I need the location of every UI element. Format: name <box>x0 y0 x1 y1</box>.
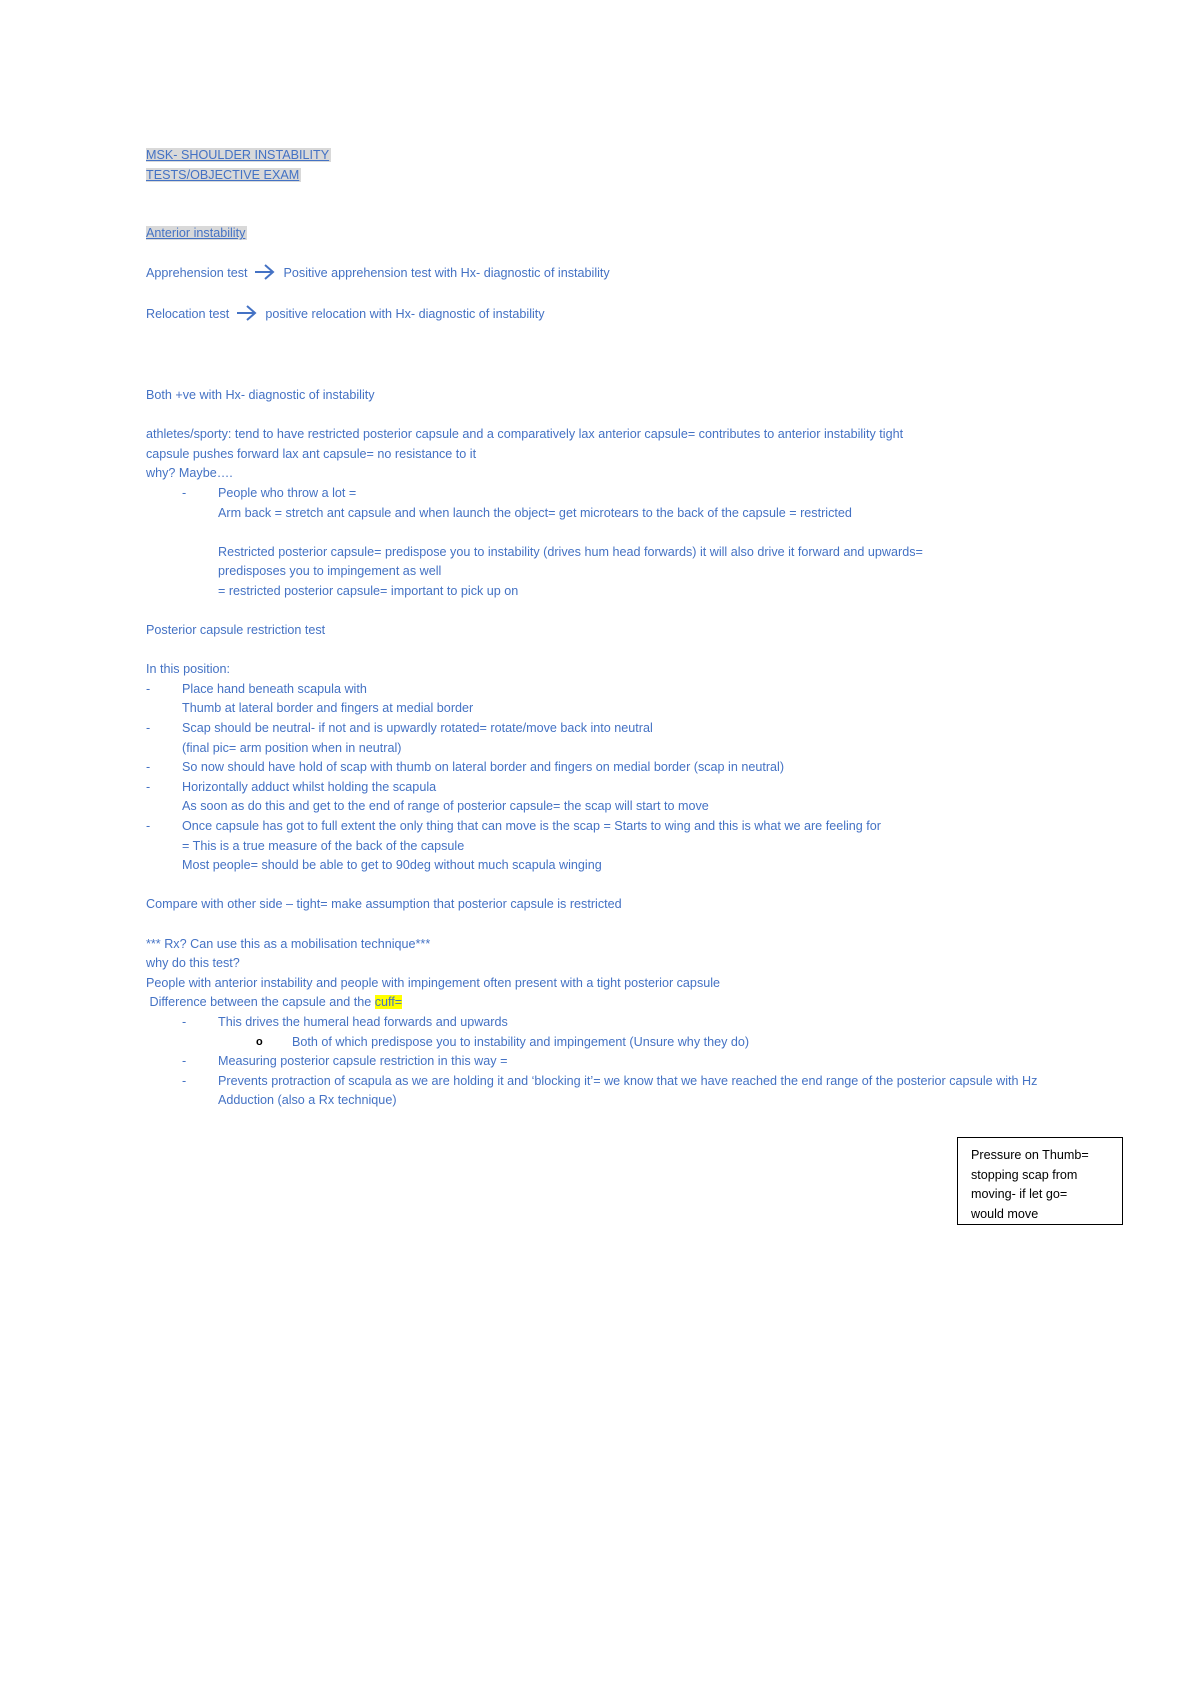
test-result: positive relocation with Hx- diagnostic of instability <box>265 307 545 322</box>
list-item <box>146 1052 1076 1072</box>
position-label: In this position: <box>146 662 231 677</box>
list-item-continuation: (final pic= arm position when in neutral) <box>182 740 402 755</box>
list-item-text: Scap should be neutral- if not and is upwardly rotated= rotate/move back into neutral <box>182 721 653 736</box>
list-item <box>146 758 1076 778</box>
sub-list-item <box>146 1033 1076 1053</box>
page-subtitle: TESTS/OBJECTIVE EXAM <box>146 167 300 182</box>
list-item-text: Measuring posterior capsule restriction in this way = <box>218 1054 508 1069</box>
list-item-text: Place hand beneath scapula with <box>182 681 367 696</box>
test-apprehension <box>146 264 1076 284</box>
bullet-dash: - <box>146 721 151 736</box>
restricted-note-line-2: predisposes you to impingement as well <box>218 564 442 579</box>
list-item-continuation: = This is a true measure of the back of the capsule <box>182 838 465 853</box>
right-arrow-icon <box>236 305 258 321</box>
restricted-note-line-1: Restricted posterior capsule= predispose you to instability (drives hum head forwards) it will also drive it forward and upwards= <box>218 544 923 559</box>
side-note-textbox <box>957 1137 1123 1225</box>
mobilisation-note: *** Rx? Can use this as a mobilisation technique*** <box>146 936 431 951</box>
page-title: MSK- SHOULDER INSTABILITY <box>146 148 330 162</box>
test-label: Relocation test <box>146 307 230 322</box>
compare-note: Compare with other side – tight= make assumption that posterior capsule is restricted <box>146 897 622 912</box>
title-line-2 <box>146 166 1076 186</box>
list-item <box>146 484 1076 504</box>
bullet-dash: - <box>146 681 151 696</box>
athletes-paragraph-line-1: athletes/sporty: tend to have restricted posterior capsule and a comparatively lax anterior capsule= contributes to anterior instability tight <box>146 427 904 442</box>
list-item-continuation: As soon as do this and get to the end of range of posterior capsule= the scap will start to move <box>182 799 709 814</box>
bullet-dash: - <box>182 485 187 500</box>
restricted-note-line-3: = restricted posterior capsule= important to pick up on <box>218 583 519 598</box>
arm-back-note: Arm back = stretch ant capsule and when launch the object= get microtears to the back of the capsule = restricted <box>218 505 852 520</box>
list-item <box>146 719 1076 739</box>
list-item <box>146 1072 1076 1111</box>
list-item-text: Prevents protraction of scapula as we are holding it and ‘blocking it’= we know that we have reached the end range of the posterior capsule with Hz Adduction (also a Rx technique) <box>218 1073 1038 1108</box>
present-note: People with anterior instability and people with impingement often present with a tight posterior capsule <box>146 975 721 990</box>
list-item <box>146 680 1076 700</box>
list-item-text: So now should have hold of scap with thumb on lateral border and fingers on medial border (scap in neutral) <box>182 760 785 775</box>
restriction-test-heading: Posterior capsule restriction test <box>146 623 326 638</box>
bullet-dash: - <box>182 1014 187 1029</box>
list-item-continuation: Thumb at lateral border and fingers at medial border <box>182 701 474 716</box>
textbox-line-3: moving- if let go= <box>971 1187 1068 1202</box>
list-item-text: Once capsule has got to full extent the only thing that can move is the scap = Starts to wing and this is what we are feeling for <box>182 819 881 833</box>
bullet-dash: - <box>146 819 151 833</box>
bullet-dash: - <box>146 760 151 775</box>
why-test: why do this test? <box>146 956 240 971</box>
list-item <box>146 778 1076 798</box>
list-item <box>146 1013 1076 1033</box>
list-item-text: People who throw a lot = <box>218 485 357 500</box>
bullet-dash: - <box>182 1054 187 1069</box>
textbox-line-4: would move <box>971 1206 1039 1221</box>
difference-note <box>146 993 1076 1013</box>
textbox-line-2: stopping scap from <box>971 1167 1078 1182</box>
textbox-line-1: Pressure on Thumb= <box>971 1148 1089 1162</box>
test-label: Apprehension test <box>146 265 248 280</box>
bullet-circle: o <box>256 1035 263 1048</box>
sub-list-item-text: Both of which predispose you to instability and impingement (Unsure why they do) <box>292 1034 750 1049</box>
both-positive-note: Both +ve with Hx- diagnostic of instability <box>146 387 375 402</box>
highlighted-cuff: cuff= <box>374 995 403 1010</box>
section-heading-anterior: Anterior instability <box>146 226 246 241</box>
difference-text: Difference between the capsule and the <box>149 995 372 1010</box>
title-line-1 <box>146 146 1076 166</box>
bullet-dash: - <box>146 779 151 794</box>
test-relocation <box>146 305 1076 325</box>
why-maybe: why? Maybe…. <box>146 466 233 481</box>
list-item <box>146 817 1076 837</box>
list-item-continuation: Most people= should be able to get to 90deg without much scapula winging <box>182 858 602 873</box>
athletes-paragraph-line-2: capsule pushes forward lax ant capsule= no resistance to it <box>146 446 477 461</box>
list-item-text: Horizontally adduct whilst holding the scapula <box>182 779 437 794</box>
bullet-dash: - <box>182 1073 187 1088</box>
right-arrow-icon <box>254 264 276 280</box>
test-result: Positive apprehension test with Hx- diagnostic of instability <box>283 265 610 280</box>
document-body <box>146 146 1076 1111</box>
section-heading-row <box>146 224 1076 244</box>
list-item-text: This drives the humeral head forwards and upwards <box>218 1014 508 1029</box>
